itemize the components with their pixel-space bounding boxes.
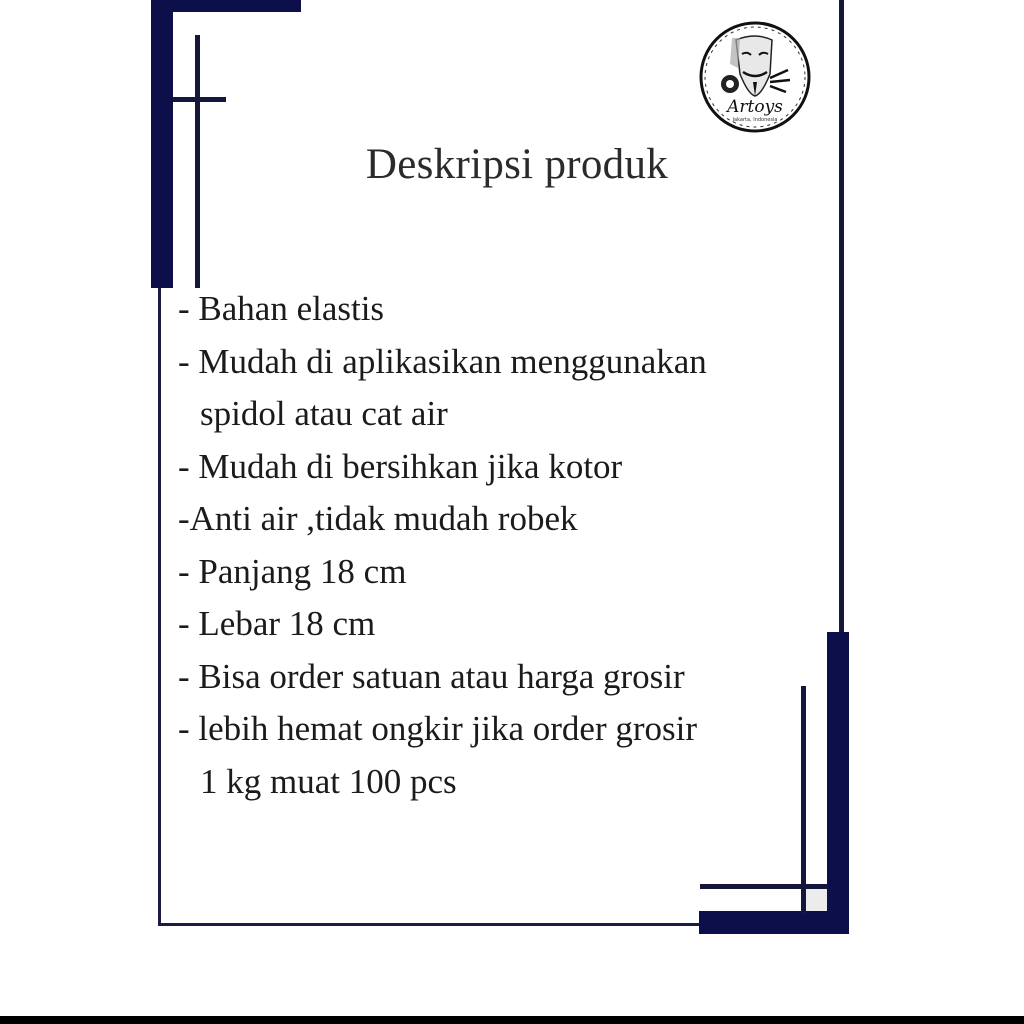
bottom-right-corner-fill	[806, 889, 827, 911]
artoys-logo	[696, 18, 814, 136]
top-left-thick-horizontal-bar	[151, 0, 301, 12]
bottom-right-thin-vertical-line	[801, 686, 806, 914]
list-item: - Panjang 18 cm	[178, 551, 407, 591]
bottom-right-thick-horizontal-bar	[699, 911, 849, 934]
list-item: - Bahan elastis	[178, 289, 385, 328]
list-item: -Anti air ,tidak mudah robek	[178, 499, 578, 538]
list-item: - Mudah di bersihkan jika kotor	[178, 446, 623, 486]
list-item: - lebih hemat ongkir jika order grosir	[178, 709, 698, 748]
list-item-continuation: spidol atau cat air	[200, 394, 448, 433]
mask-logo-icon	[696, 18, 814, 136]
bottom-black-strip	[0, 1016, 1024, 1024]
svg-text:Jakarta, Indonesia: Jakarta, Indonesia	[732, 117, 778, 123]
top-left-thin-crossbar	[173, 97, 226, 102]
page-title: Deskripsi produk	[365, 141, 669, 188]
list-item: - Lebar 18 cm	[178, 604, 376, 643]
bottom-right-thick-vertical-bar	[827, 632, 849, 934]
list-item: - Mudah di aplikasikan menggunakan	[178, 341, 707, 381]
svg-text:Artoys: Artoys	[727, 97, 783, 117]
list-item: - Bisa order satuan atau harga grosir	[178, 656, 685, 696]
product-description-list	[178, 283, 707, 808]
right-thin-border-line	[840, 0, 844, 640]
list-item-continuation: 1 kg muat 100 pcs	[200, 761, 457, 801]
